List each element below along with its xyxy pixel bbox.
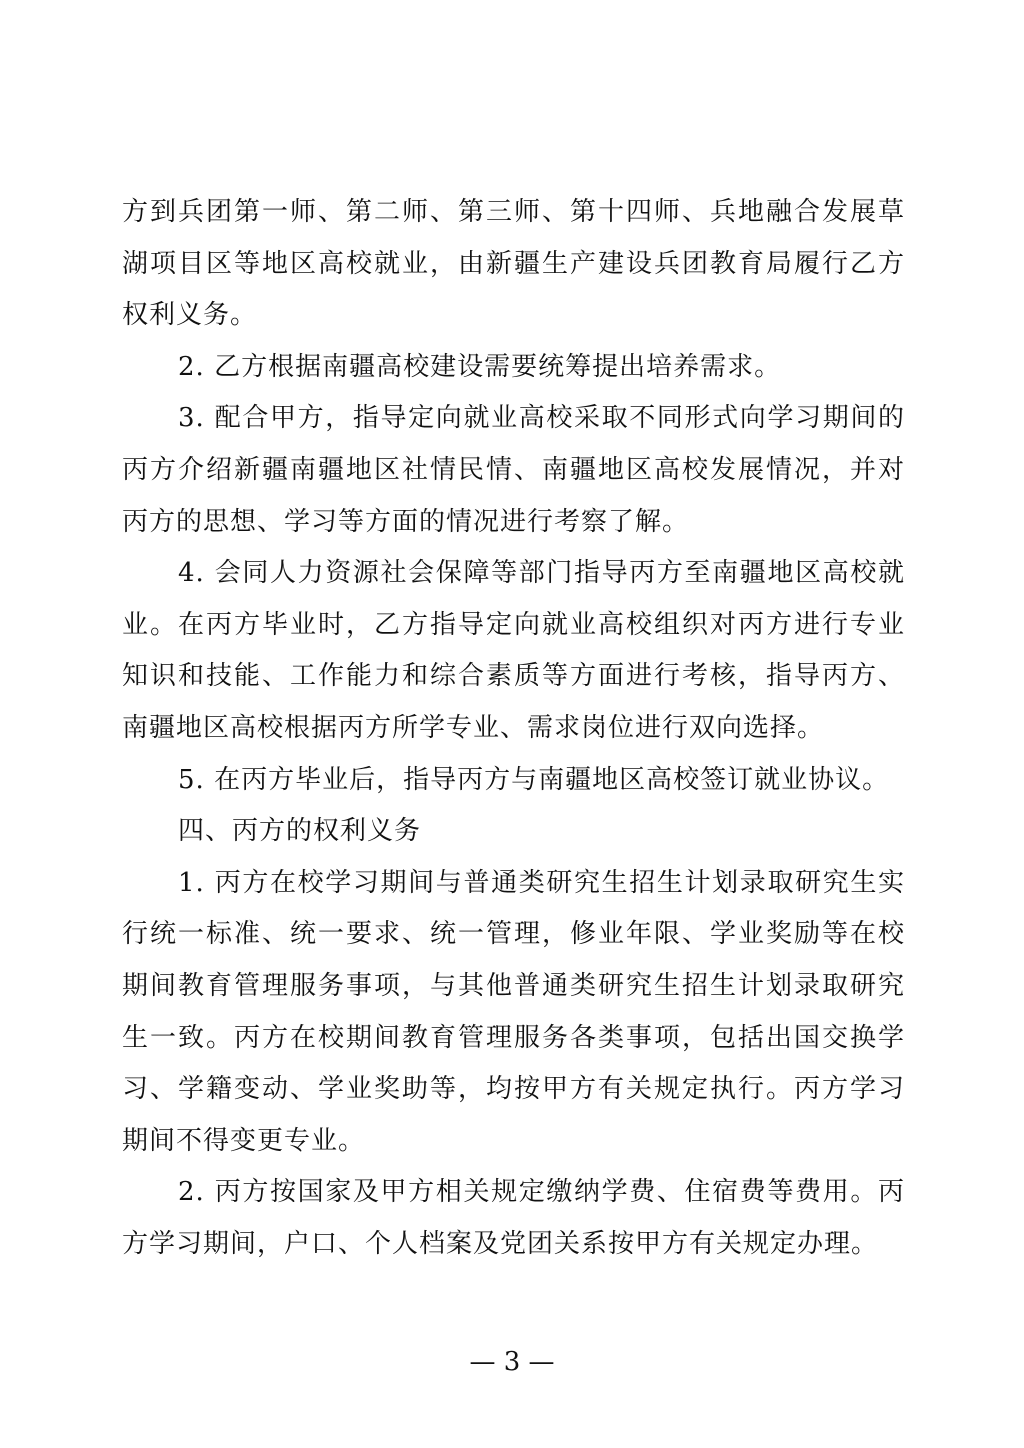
page-number: — 3 — bbox=[469, 1347, 555, 1377]
text-line: 丙方的思想、学习等方面的情况进行考察了解。 bbox=[122, 506, 690, 537]
text-line: 方到兵团第一师、第二师、第三师、第十四师、兵地融合发展草 bbox=[122, 197, 905, 227]
paragraph bbox=[122, 187, 905, 342]
text-line: 行统一标准、统一要求、统一管理，修业年限、学业奖励等在校 bbox=[122, 919, 905, 950]
paragraph bbox=[122, 342, 905, 394]
text-line: 方学习期间，户口、个人档案及党团关系按甲方有关规定办理。 bbox=[122, 1228, 879, 1259]
paragraph bbox=[122, 755, 905, 807]
text-line: 期间教育管理服务事项，与其他普通类研究生招生计划录取研究 bbox=[122, 970, 905, 1001]
text-line: 期间不得变更专业。 bbox=[122, 1125, 366, 1156]
text-line: 生一致。丙方在校期间教育管理服务各类事项，包括出国交换学 bbox=[122, 1022, 905, 1053]
text-line: 习、学籍变动、学业奖助等，均按甲方有关规定执行。丙方学习 bbox=[122, 1074, 905, 1105]
section-heading: 四、丙方的权利义务 bbox=[178, 816, 422, 847]
text-line: 2. 丙方按国家及甲方相关规定缴纳学费、住宿费等费用。丙 bbox=[178, 1177, 905, 1208]
text-line: 3. 配合甲方，指导定向就业高校采取不同形式向学习期间的 bbox=[178, 403, 905, 434]
text-line: 业。在丙方毕业时，乙方指导定向就业高校组织对丙方进行专业 bbox=[122, 609, 905, 640]
text-line: 权利义务。 bbox=[122, 300, 258, 331]
text-line: 2. 乙方根据南疆高校建设需要统筹提出培养需求。 bbox=[178, 351, 782, 382]
text-line: 知识和技能、工作能力和综合素质等方面进行考核，指导丙方、 bbox=[122, 661, 905, 692]
document-body bbox=[122, 187, 905, 1270]
paragraph bbox=[122, 1167, 905, 1270]
paragraph bbox=[122, 858, 905, 1168]
text-line: 5. 在丙方毕业后，指导丙方与南疆地区高校签订就业协议。 bbox=[178, 764, 890, 795]
text-line: 1. 丙方在校学习期间与普通类研究生招生计划录取研究生实 bbox=[178, 867, 905, 898]
paragraph bbox=[122, 393, 905, 548]
text-line: 4. 会同人力资源社会保障等部门指导丙方至南疆地区高校就 bbox=[178, 558, 905, 589]
text-line: 湖项目区等地区高校就业，由新疆生产建设兵团教育局履行乙方 bbox=[122, 248, 905, 279]
paragraph bbox=[122, 548, 905, 754]
text-line: 南疆地区高校根据丙方所学专业、需求岗位进行双向选择。 bbox=[122, 712, 825, 743]
text-line: 丙方介绍新疆南疆地区社情民情、南疆地区高校发展情况，并对 bbox=[122, 454, 905, 485]
